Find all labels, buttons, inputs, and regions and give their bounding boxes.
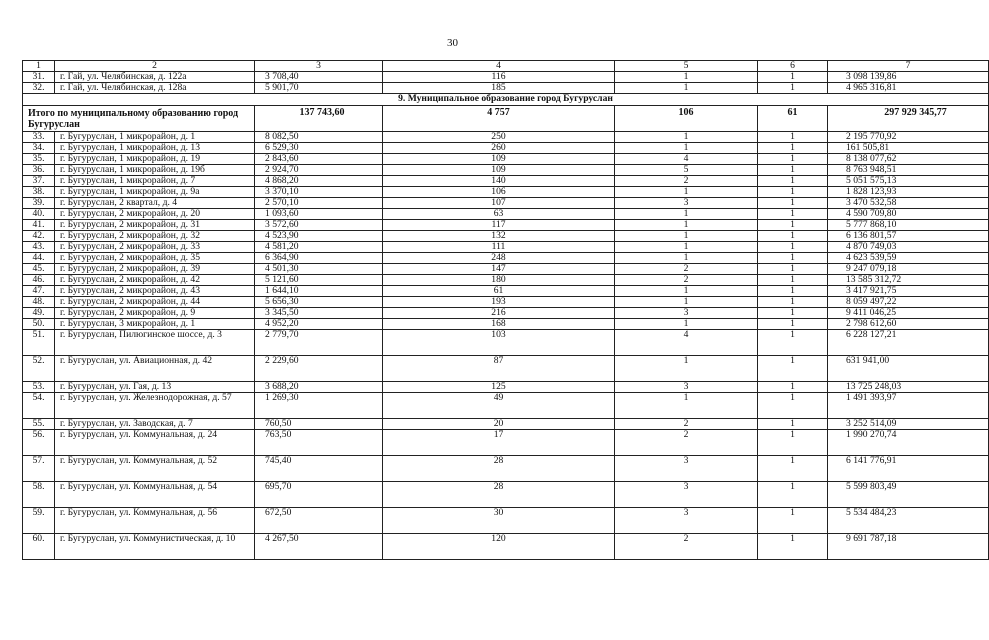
cell-c3: 672,50 [255, 508, 383, 534]
cell-c6: 1 [758, 176, 828, 187]
cell-addr: г. Бугуруслан, 2 квартал, д. 4 [55, 198, 255, 209]
total-label: Итого по муниципальному образованию город Бугуруслан [23, 106, 255, 132]
cell-c7: 8 059 497,22 [828, 297, 989, 308]
table-row [23, 253, 989, 264]
cell-c6: 1 [758, 482, 828, 508]
cell-c5: 3 [615, 456, 758, 482]
table-row [23, 393, 989, 419]
cell-c5: 2 [615, 430, 758, 456]
cell-addr: г. Бугуруслан, ул. Коммунальная, д. 52 [55, 456, 255, 482]
cell-c7: 9 691 787,18 [828, 534, 989, 560]
cell-c7: 1 828 123,93 [828, 187, 989, 198]
cell-c7: 4 870 749,03 [828, 242, 989, 253]
cell-c6: 1 [758, 430, 828, 456]
cell-c4: 168 [383, 319, 615, 330]
housing-table [22, 60, 989, 560]
cell-c7: 6 228 127,21 [828, 330, 989, 356]
cell-c4: 147 [383, 264, 615, 275]
cell-c5: 5 [615, 165, 758, 176]
cell-n: 56. [23, 430, 55, 456]
total-c7: 297 929 345,77 [828, 106, 989, 132]
cell-addr: г. Бугуруслан, ул. Авиационная, д. 42 [55, 356, 255, 382]
column-header: 4 [383, 61, 615, 72]
cell-c4: 125 [383, 382, 615, 393]
cell-c3: 6 364,90 [255, 253, 383, 264]
cell-c4: 140 [383, 176, 615, 187]
cell-n: 34. [23, 143, 55, 154]
cell-c6: 1 [758, 356, 828, 382]
cell-c4: 106 [383, 187, 615, 198]
cell-c3: 2 570,10 [255, 198, 383, 209]
cell-c5: 3 [615, 482, 758, 508]
column-header: 5 [615, 61, 758, 72]
cell-c6: 1 [758, 72, 828, 83]
section-row [23, 94, 989, 106]
cell-c4: 28 [383, 482, 615, 508]
cell-n: 36. [23, 165, 55, 176]
cell-c4: 63 [383, 209, 615, 220]
table-row [23, 356, 989, 382]
cell-c7: 8 763 948,51 [828, 165, 989, 176]
cell-c6: 1 [758, 187, 828, 198]
cell-n: 58. [23, 482, 55, 508]
cell-c7: 5 534 484,23 [828, 508, 989, 534]
cell-c6: 1 [758, 308, 828, 319]
cell-c6: 1 [758, 393, 828, 419]
cell-c5: 1 [615, 143, 758, 154]
column-header: 7 [828, 61, 989, 72]
cell-n: 46. [23, 275, 55, 286]
table-body [23, 61, 989, 560]
cell-c3: 2 924,70 [255, 165, 383, 176]
table-row [23, 220, 989, 231]
cell-addr: г. Бугуруслан, 2 микрорайон, д. 32 [55, 231, 255, 242]
table-row [23, 187, 989, 198]
cell-addr: г. Бугуруслан, ул. Гая, д. 13 [55, 382, 255, 393]
cell-c7: 4 965 316,81 [828, 83, 989, 94]
table-row [23, 430, 989, 456]
table-row [23, 176, 989, 187]
cell-n: 44. [23, 253, 55, 264]
table-row [23, 209, 989, 220]
table-row [23, 419, 989, 430]
cell-c4: 248 [383, 253, 615, 264]
table-row [23, 275, 989, 286]
cell-c6: 1 [758, 242, 828, 253]
table-row [23, 143, 989, 154]
cell-c7: 6 136 801,57 [828, 231, 989, 242]
cell-addr: г. Бугуруслан, 1 микрорайон, д. 9а [55, 187, 255, 198]
cell-n: 41. [23, 220, 55, 231]
cell-n: 40. [23, 209, 55, 220]
cell-c7: 5 051 575,13 [828, 176, 989, 187]
cell-addr: г. Бугуруслан, ул. Коммунистическая, д. 10 [55, 534, 255, 560]
cell-n: 50. [23, 319, 55, 330]
cell-c7: 9 411 046,25 [828, 308, 989, 319]
table-row [23, 508, 989, 534]
cell-c3: 4 501,30 [255, 264, 383, 275]
cell-c5: 1 [615, 242, 758, 253]
cell-c3: 4 523,90 [255, 231, 383, 242]
cell-n: 53. [23, 382, 55, 393]
cell-c6: 1 [758, 319, 828, 330]
cell-c7: 3 470 532,58 [828, 198, 989, 209]
cell-c4: 193 [383, 297, 615, 308]
cell-c5: 1 [615, 220, 758, 231]
cell-c4: 87 [383, 356, 615, 382]
cell-c3: 3 345,50 [255, 308, 383, 319]
cell-n: 35. [23, 154, 55, 165]
cell-c3: 2 843,60 [255, 154, 383, 165]
cell-c7: 2 798 612,60 [828, 319, 989, 330]
cell-n: 33. [23, 132, 55, 143]
cell-addr: г. Бугуруслан, ул. Железнодорожная, д. 57 [55, 393, 255, 419]
table-row [23, 319, 989, 330]
cell-n: 45. [23, 264, 55, 275]
cell-c6: 1 [758, 456, 828, 482]
cell-c7: 13 725 248,03 [828, 382, 989, 393]
cell-c3: 5 656,30 [255, 297, 383, 308]
cell-c6: 1 [758, 264, 828, 275]
cell-c6: 1 [758, 419, 828, 430]
cell-n: 60. [23, 534, 55, 560]
cell-c7: 4 623 539,59 [828, 253, 989, 264]
cell-n: 54. [23, 393, 55, 419]
column-header: 2 [55, 61, 255, 72]
page-number: 30 [447, 37, 458, 49]
table-row [23, 382, 989, 393]
cell-addr: г. Бугуруслан, 1 микрорайон, д. 7 [55, 176, 255, 187]
cell-n: 49. [23, 308, 55, 319]
cell-addr: г. Бугуруслан, ул. Коммунальная, д. 24 [55, 430, 255, 456]
cell-n: 38. [23, 187, 55, 198]
cell-c4: 49 [383, 393, 615, 419]
cell-c4: 30 [383, 508, 615, 534]
cell-addr: г. Бугуруслан, 1 микрорайон, д. 19 [55, 154, 255, 165]
cell-addr: г. Гай, ул. Челябинская, д. 122а [55, 72, 255, 83]
cell-n: 37. [23, 176, 55, 187]
cell-c6: 1 [758, 253, 828, 264]
table-row [23, 72, 989, 83]
cell-c3: 1 269,30 [255, 393, 383, 419]
cell-c4: 61 [383, 286, 615, 297]
cell-c5: 4 [615, 154, 758, 165]
cell-n: 55. [23, 419, 55, 430]
cell-n: 51. [23, 330, 55, 356]
total-c5: 106 [615, 106, 758, 132]
cell-addr: г. Бугуруслан, ул. Коммунальная, д. 54 [55, 482, 255, 508]
table-row [23, 456, 989, 482]
cell-addr: г. Бугуруслан, 1 микрорайон, д. 19б [55, 165, 255, 176]
cell-c3: 2 229,60 [255, 356, 383, 382]
cell-addr: г. Бугуруслан, 2 микрорайон, д. 43 [55, 286, 255, 297]
cell-addr: г. Бугуруслан, 2 микрорайон, д. 42 [55, 275, 255, 286]
cell-c4: 260 [383, 143, 615, 154]
cell-addr: г. Бугуруслан, 2 микрорайон, д. 39 [55, 264, 255, 275]
cell-c7: 1 491 393,97 [828, 393, 989, 419]
total-c3: 137 743,60 [255, 106, 383, 132]
cell-c6: 1 [758, 209, 828, 220]
cell-c7: 3 417 921,75 [828, 286, 989, 297]
column-header: 3 [255, 61, 383, 72]
cell-c6: 1 [758, 132, 828, 143]
cell-n: 48. [23, 297, 55, 308]
cell-c7: 631 941,00 [828, 356, 989, 382]
cell-c6: 1 [758, 297, 828, 308]
cell-c4: 185 [383, 83, 615, 94]
cell-c7: 2 195 770,92 [828, 132, 989, 143]
cell-c5: 1 [615, 132, 758, 143]
cell-c7: 8 138 077,62 [828, 154, 989, 165]
cell-c3: 760,50 [255, 419, 383, 430]
cell-c4: 116 [383, 72, 615, 83]
cell-c5: 1 [615, 253, 758, 264]
cell-c3: 8 082,50 [255, 132, 383, 143]
cell-c5: 1 [615, 231, 758, 242]
cell-addr: г. Бугуруслан, 1 микрорайон, д. 13 [55, 143, 255, 154]
cell-addr: г. Бугуруслан, Пилюгинское шоссе, д. 3 [55, 330, 255, 356]
cell-c6: 1 [758, 165, 828, 176]
cell-n: 31. [23, 72, 55, 83]
cell-c6: 1 [758, 508, 828, 534]
cell-n: 42. [23, 231, 55, 242]
cell-c4: 250 [383, 132, 615, 143]
cell-c3: 1 093,60 [255, 209, 383, 220]
cell-c4: 216 [383, 308, 615, 319]
column-header: 6 [758, 61, 828, 72]
total-row [23, 106, 989, 132]
cell-c5: 2 [615, 275, 758, 286]
cell-c3: 2 779,70 [255, 330, 383, 356]
cell-c4: 180 [383, 275, 615, 286]
cell-n: 39. [23, 198, 55, 209]
cell-c7: 4 590 709,80 [828, 209, 989, 220]
cell-addr: г. Бугуруслан, 2 микрорайон, д. 20 [55, 209, 255, 220]
cell-c6: 1 [758, 154, 828, 165]
cell-c5: 1 [615, 393, 758, 419]
table-row [23, 231, 989, 242]
cell-addr: г. Бугуруслан, 2 микрорайон, д. 35 [55, 253, 255, 264]
cell-c3: 3 370,10 [255, 187, 383, 198]
table-row [23, 264, 989, 275]
cell-c4: 17 [383, 430, 615, 456]
table-row [23, 308, 989, 319]
cell-c3: 4 581,20 [255, 242, 383, 253]
cell-c4: 28 [383, 456, 615, 482]
cell-c4: 109 [383, 154, 615, 165]
cell-c3: 4 267,50 [255, 534, 383, 560]
column-header: 1 [23, 61, 55, 72]
cell-n: 47. [23, 286, 55, 297]
cell-c5: 2 [615, 176, 758, 187]
total-c4: 4 757 [383, 106, 615, 132]
cell-c5: 1 [615, 286, 758, 297]
cell-c5: 1 [615, 83, 758, 94]
cell-c3: 1 644,10 [255, 286, 383, 297]
cell-c5: 1 [615, 356, 758, 382]
cell-c3: 763,50 [255, 430, 383, 456]
cell-c7: 1 990 270,74 [828, 430, 989, 456]
table-row [23, 330, 989, 356]
cell-c6: 1 [758, 382, 828, 393]
cell-c7: 9 247 079,18 [828, 264, 989, 275]
cell-c4: 107 [383, 198, 615, 209]
cell-n: 32. [23, 83, 55, 94]
cell-c4: 20 [383, 419, 615, 430]
cell-addr: г. Бугуруслан, 2 микрорайон, д. 9 [55, 308, 255, 319]
cell-c7: 13 585 312,72 [828, 275, 989, 286]
cell-c4: 132 [383, 231, 615, 242]
cell-n: 57. [23, 456, 55, 482]
cell-c7: 161 505,81 [828, 143, 989, 154]
cell-c5: 2 [615, 264, 758, 275]
cell-c6: 1 [758, 330, 828, 356]
cell-c7: 3 098 139,86 [828, 72, 989, 83]
cell-c3: 745,40 [255, 456, 383, 482]
cell-c6: 1 [758, 231, 828, 242]
cell-c5: 1 [615, 319, 758, 330]
cell-c3: 4 952,20 [255, 319, 383, 330]
cell-c5: 1 [615, 209, 758, 220]
table-row [23, 198, 989, 209]
cell-c4: 109 [383, 165, 615, 176]
cell-c5: 3 [615, 308, 758, 319]
total-c6: 61 [758, 106, 828, 132]
table-row [23, 154, 989, 165]
table-row [23, 286, 989, 297]
cell-c4: 103 [383, 330, 615, 356]
cell-c6: 1 [758, 220, 828, 231]
cell-addr: г. Бугуруслан, 1 микрорайон, д. 1 [55, 132, 255, 143]
table-row [23, 83, 989, 94]
cell-c3: 3 572,60 [255, 220, 383, 231]
cell-addr: г. Бугуруслан, 3 микрорайон, д. 1 [55, 319, 255, 330]
cell-c6: 1 [758, 143, 828, 154]
cell-c5: 4 [615, 330, 758, 356]
cell-c3: 3 708,40 [255, 72, 383, 83]
cell-c5: 3 [615, 382, 758, 393]
table-row [23, 297, 989, 308]
cell-addr: г. Бугуруслан, ул. Заводская, д. 7 [55, 419, 255, 430]
cell-c5: 2 [615, 534, 758, 560]
table-row [23, 132, 989, 143]
cell-addr: г. Бугуруслан, 2 микрорайон, д. 31 [55, 220, 255, 231]
cell-addr: г. Бугуруслан, 2 микрорайон, д. 33 [55, 242, 255, 253]
cell-c3: 4 868,20 [255, 176, 383, 187]
cell-c5: 1 [615, 72, 758, 83]
cell-c4: 120 [383, 534, 615, 560]
cell-n: 59. [23, 508, 55, 534]
cell-c5: 3 [615, 508, 758, 534]
table-row [23, 482, 989, 508]
cell-c6: 1 [758, 534, 828, 560]
cell-c3: 6 529,30 [255, 143, 383, 154]
cell-c6: 1 [758, 286, 828, 297]
cell-c5: 3 [615, 198, 758, 209]
cell-c7: 3 252 514,09 [828, 419, 989, 430]
cell-addr: г. Бугуруслан, ул. Коммунальная, д. 56 [55, 508, 255, 534]
table-row [23, 534, 989, 560]
cell-c5: 1 [615, 297, 758, 308]
cell-c4: 117 [383, 220, 615, 231]
cell-addr: г. Гай, ул. Челябинская, д. 128а [55, 83, 255, 94]
cell-c3: 695,70 [255, 482, 383, 508]
cell-c6: 1 [758, 198, 828, 209]
cell-n: 43. [23, 242, 55, 253]
cell-c5: 1 [615, 187, 758, 198]
cell-c7: 5 777 868,10 [828, 220, 989, 231]
table-row [23, 242, 989, 253]
cell-c3: 3 688,20 [255, 382, 383, 393]
cell-c6: 1 [758, 275, 828, 286]
cell-c3: 5 901,70 [255, 83, 383, 94]
cell-c7: 6 141 776,91 [828, 456, 989, 482]
cell-c5: 2 [615, 419, 758, 430]
cell-c6: 1 [758, 83, 828, 94]
cell-n: 52. [23, 356, 55, 382]
cell-c4: 111 [383, 242, 615, 253]
cell-c3: 5 121,60 [255, 275, 383, 286]
cell-c7: 5 599 803,49 [828, 482, 989, 508]
table-row [23, 165, 989, 176]
column-number-row [23, 61, 989, 72]
section-title: 9. Муниципальное образование город Бугуруслан [23, 94, 989, 106]
cell-addr: г. Бугуруслан, 2 микрорайон, д. 44 [55, 297, 255, 308]
